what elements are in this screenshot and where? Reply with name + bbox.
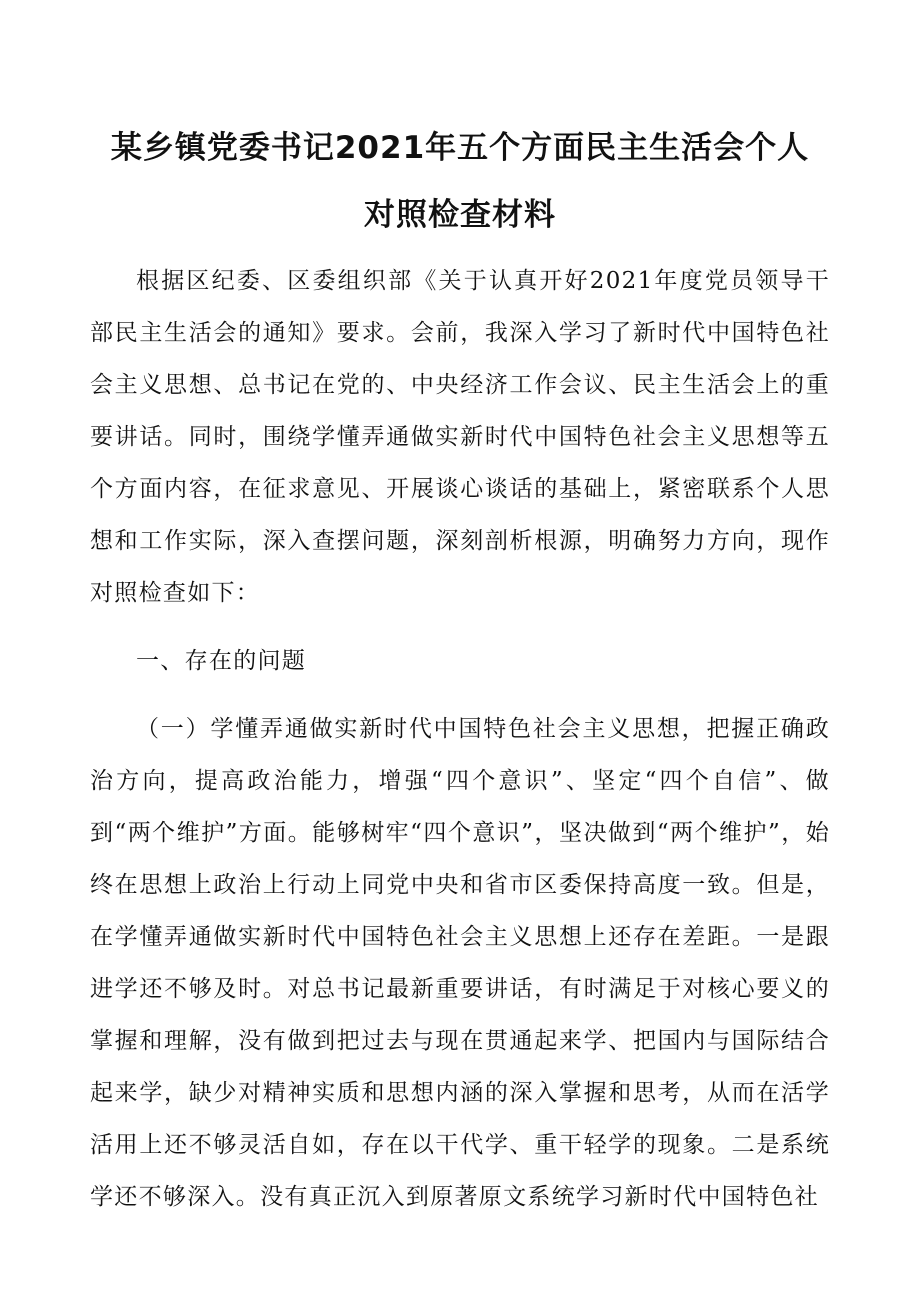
title-line-2: 对照检查材料 bbox=[364, 197, 556, 233]
section-heading-problems: 一、存在的问题 bbox=[136, 648, 307, 674]
title-line-1: 某乡镇党委书记2021年五个方面民主生活会个人 bbox=[110, 130, 810, 166]
document-title bbox=[90, 115, 830, 249]
intro-paragraph: 根据区纪委、区委组织部《关于认真开好2021年度党员领导干部民主生活会的通知》要求。会前，我深入学习了新时代中国特色社会主义思想、总书记在党的、中央经济工作会议、民主生活会上的重要讲话。同时，围绕学懂弄通做实新时代中国特色社会主义思想等五个方面内容，在征求意见、开展谈心谈话的基础上，紧密联系个人思想和工作实际，深入查摆问题，深刻剖析根源，明确努力方向，现作对照检查如下： bbox=[90, 268, 830, 606]
subsection-paragraph-1: （一）学懂弄通做实新时代中国特色社会主义思想，把握正确政治方向，提高政治能力，增强“四个意识”、坚定“四个自信”、做到“两个维护”方面。能够树牢“四个意识”，坚决做到“两个维护”，始终在思想上政治上行动上同党中央和省市区委保持高度一致。但是，在学懂弄通做实新时代中国特色社会主义思想上还存在差距。一是跟进学还不够及时。对总书记最新重要讲话，有时满足于对核心要义的掌握和理解，没有做到把过去与现在贯通起来学、把国内与国际结合起来学，缺少对精神实质和思想内涵的深入掌握和思考，从而在活学活用上还不够灵活自如，存在以干代学、重干轻学的现象。二是系统学还不够深入。没有真正沉入到原著原文系统学习新时代中国特色社 bbox=[90, 716, 830, 1210]
